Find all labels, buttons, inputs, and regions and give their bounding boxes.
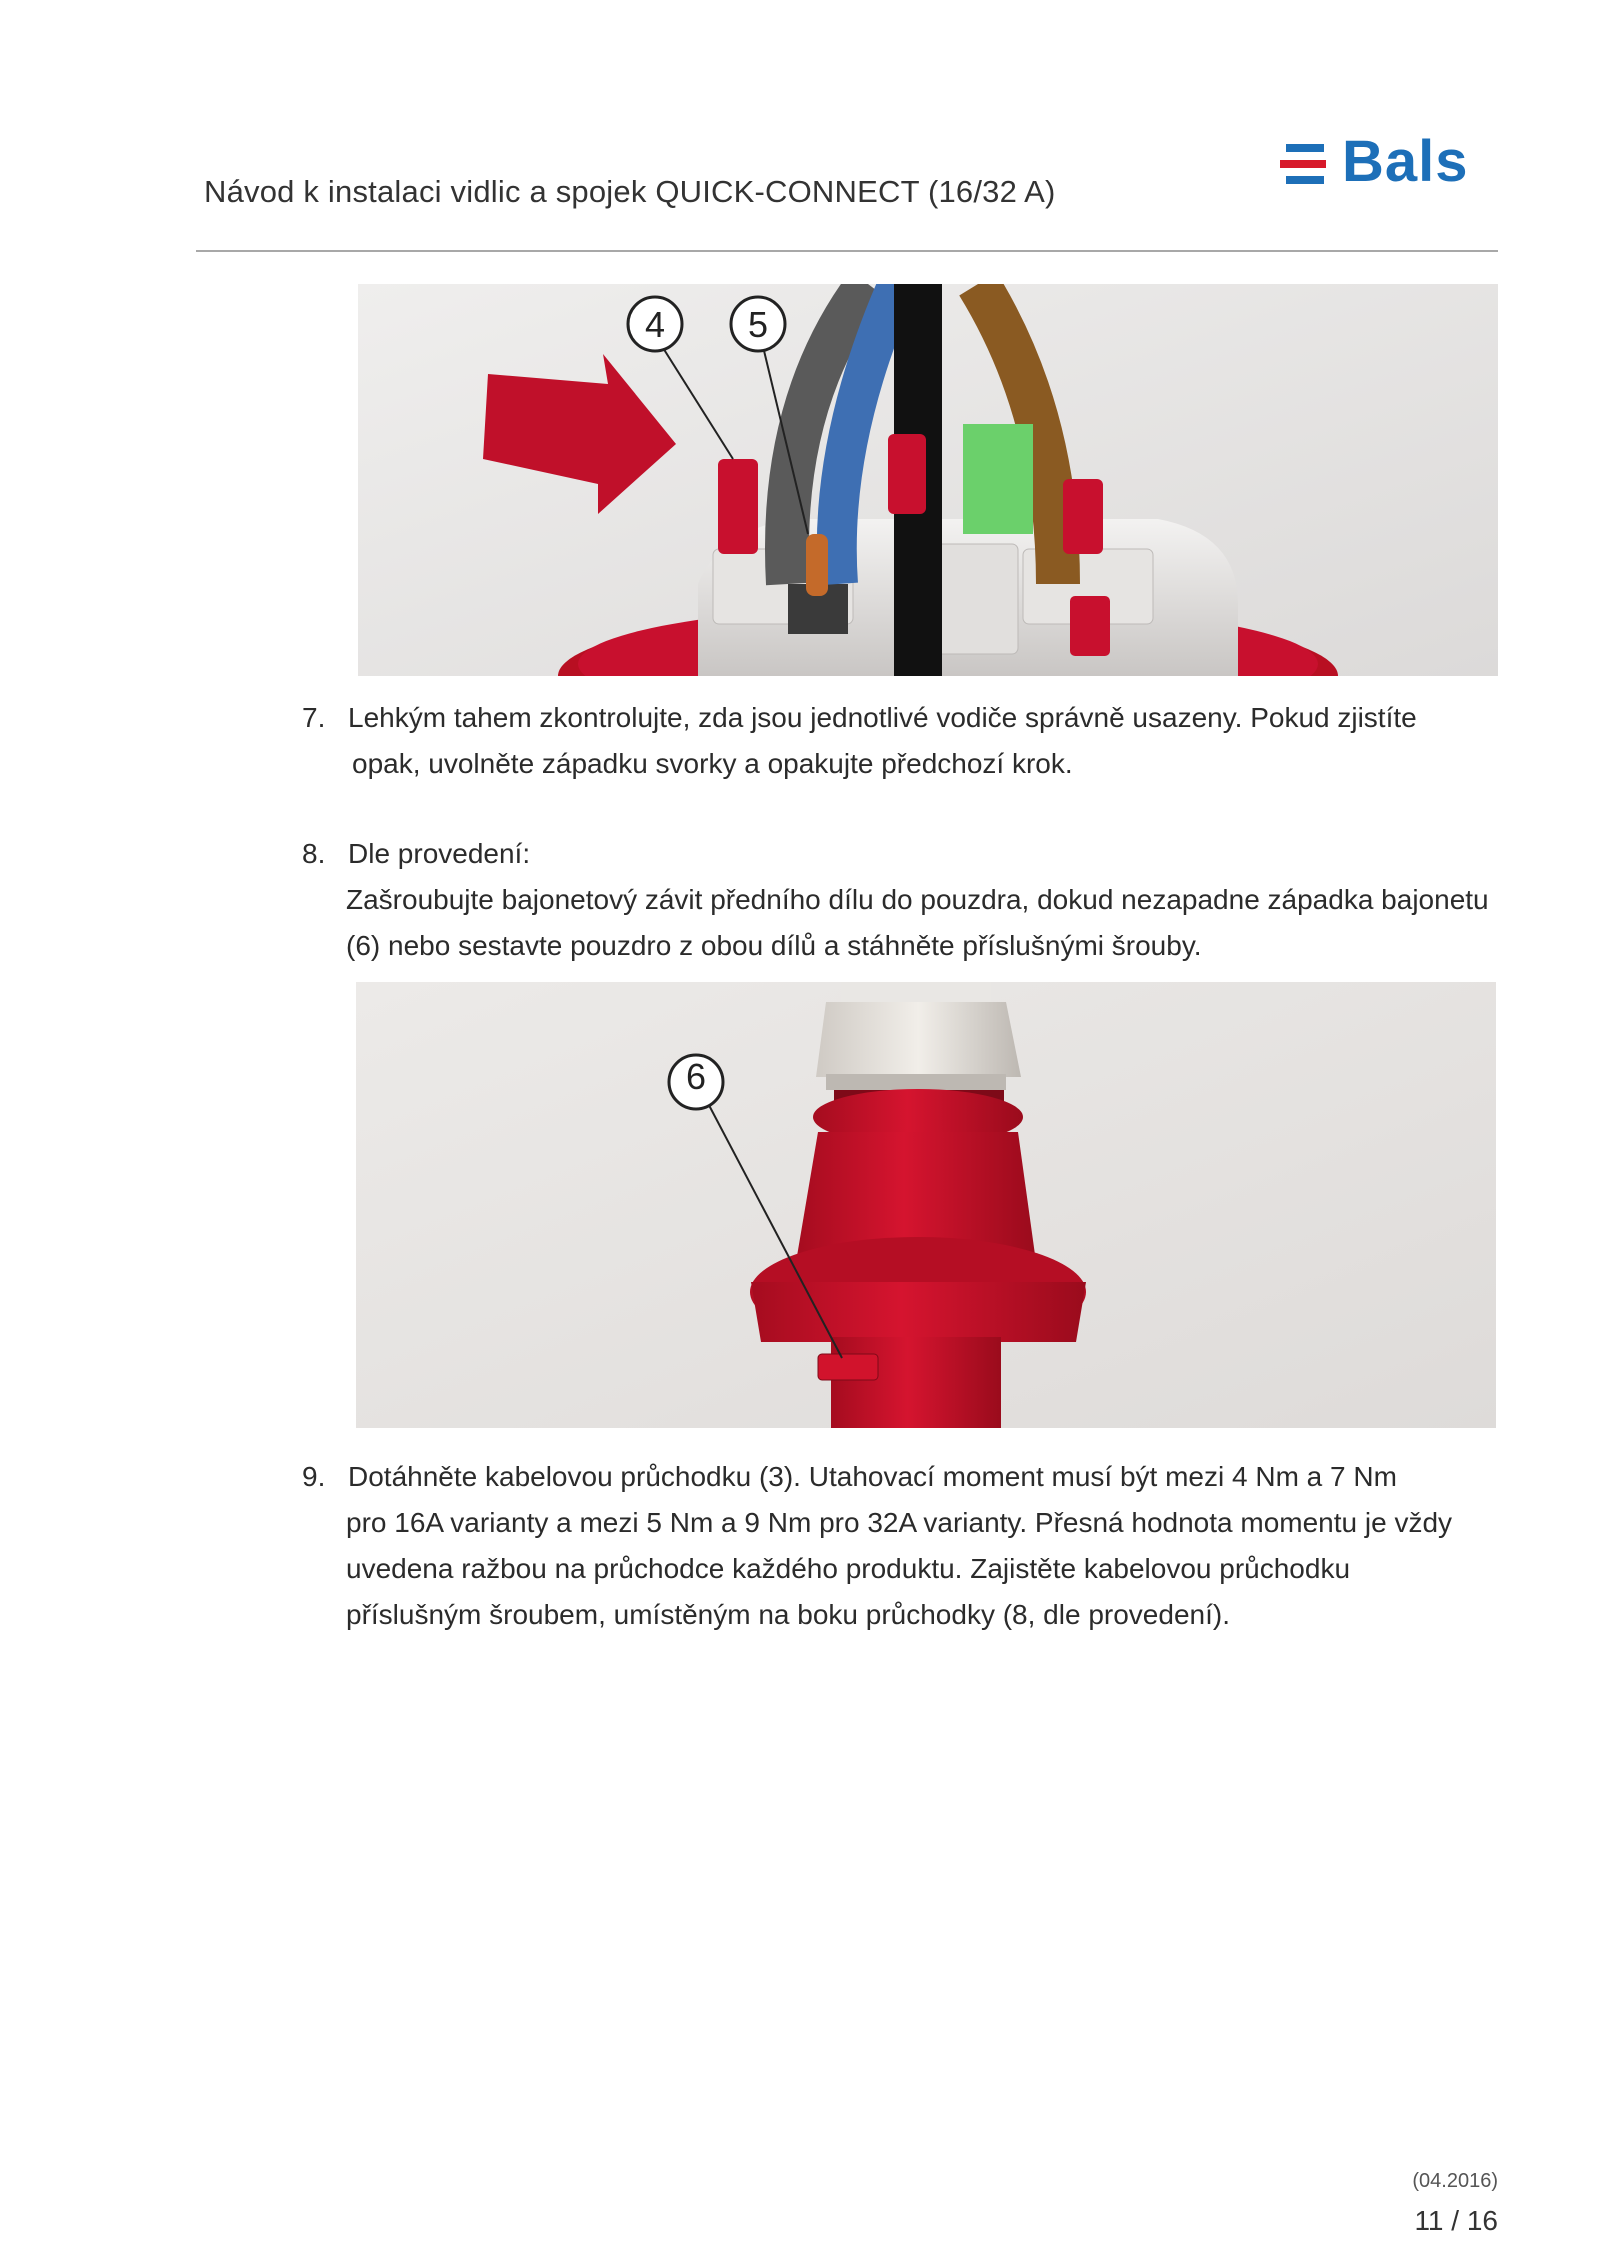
- callout-4: 4: [644, 304, 666, 345]
- step-number: 8.: [302, 838, 326, 869]
- callout-6: 6: [685, 1056, 707, 1097]
- bals-logo: [1280, 129, 1500, 194]
- header-divider: [196, 250, 1498, 252]
- connector-terminals-illustration: [358, 284, 1498, 676]
- revision-date: (04.2016): [1412, 2170, 1498, 2192]
- step-9: [302, 1454, 1502, 1644]
- step-text-line: příslušným šroubem, umístěným na boku průchodky (8, dle provedení).: [346, 1599, 1230, 1630]
- step-text-line: pro 16A varianty a mezi 5 Nm a 9 Nm pro 32A varianty. Přesná hodnota momentu je vždy: [346, 1507, 1453, 1538]
- document-title: Návod k instalaci vidlic a spojek QUICK-CONNECT (16/32 A): [204, 174, 1056, 209]
- figure-bayonet-housing: [356, 982, 1496, 1428]
- step-8: [302, 831, 1502, 971]
- step-text-line: Dotáhněte kabelovou průchodku (3). Utahovací moment musí být mezi 4 Nm a 7 Nm: [348, 1461, 1397, 1492]
- step-text-line: Lehkým tahem zkontrolujte, zda jsou jednotlivé vodiče správně usazeny. Pokud zjistíte: [348, 702, 1417, 733]
- callout-5: 5: [747, 304, 769, 345]
- page-number: 11 / 16: [1414, 2205, 1498, 2236]
- step-text-line: uvedena ražbou na průchodce každého produktu. Zajistěte kabelovou průchodku: [346, 1553, 1351, 1584]
- step-number: 7.: [302, 702, 326, 733]
- bals-logo-mark-icon: [1280, 144, 1336, 184]
- step-text-line: opak, uvolněte západku svorky a opakujte předchozí krok.: [352, 748, 1073, 779]
- bayonet-housing-illustration: [356, 982, 1496, 1428]
- step-text-line: Dle provedení:: [348, 838, 531, 869]
- step-number: 9.: [302, 1461, 326, 1492]
- step-text-line: Zašroubujte bajonetový závit předního dílu do pouzdra, dokud nezapadne západka bajonetu: [346, 884, 1489, 915]
- logo-wordmark: Bals: [1342, 129, 1469, 194]
- step-7: [302, 695, 1502, 795]
- step-text-line: (6) nebo sestavte pouzdro z obou dílů a stáhněte příslušnými šrouby.: [346, 930, 1202, 961]
- figure-connector-terminals: [358, 284, 1498, 676]
